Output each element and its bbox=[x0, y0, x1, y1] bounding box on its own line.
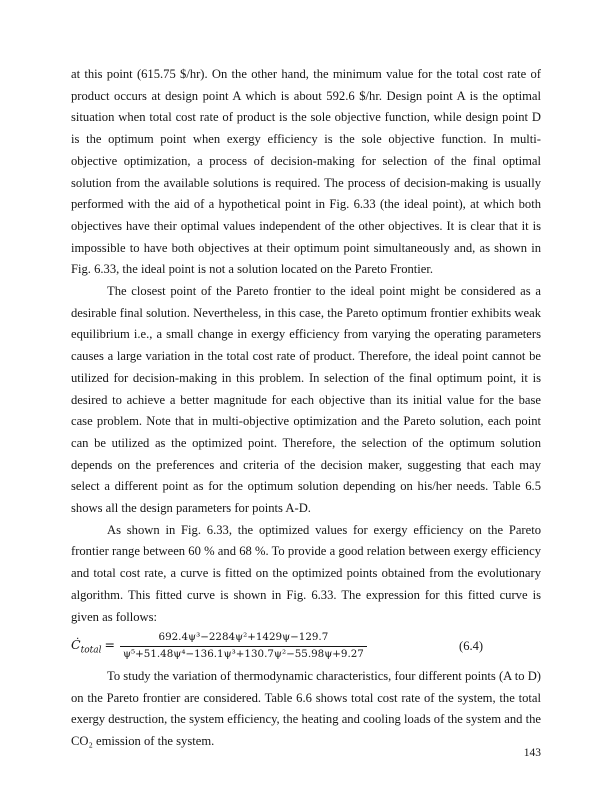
equation-denominator: ψ⁵+51.48ψ⁴−136.1ψ³+130.7ψ²−55.98ψ+9.27 bbox=[122, 647, 364, 660]
equation-lhs bbox=[71, 637, 115, 656]
equation-fraction bbox=[120, 631, 367, 661]
equation-lhs-subscript: total bbox=[80, 645, 102, 656]
equation-number: (6.4) bbox=[459, 638, 483, 653]
equation-6-4 bbox=[71, 631, 541, 661]
page-content bbox=[71, 64, 541, 753]
paragraph-continuation: at this point (615.75 $/hr). On the other hand, the minimum value for the total cost rate of product occurs at design point A which is about 592.6 $/hr. Design point A is the optimal situation when total cost rate of product is the sole objective function, while design point D is the optimum point when exergy efficiency is the sole objective function. In multi-objective optimization, a process of decision-making for selection of the final optimal solution from the available solutions is required. The process of decision-making is usually performed with the aid of a hypothetical point in Fig. 6.33 (the ideal point), at which both objectives have their optimal values independent of the other objectives. It is clear that it is impossible to have both objectives at their optimum point simultaneously and, as shown in Fig. 6.33, the ideal point is not a solution located on the Pareto Frontier. bbox=[71, 67, 541, 277]
paragraph-fitted-curve: As shown in Fig. 6.33, the optimized values for exergy efficiency on the Pareto frontier range between 60 % and 68 %. To provide a good relation between exergy efficiency and total cost rate, a curve is fitted on the optimized points obtained from the evolutionary algorithm. This fitted curve is shown in Fig. 6.33. The expression for this fitted curve is given as follows: bbox=[71, 522, 541, 624]
page-number: 143 bbox=[523, 747, 541, 759]
paragraph-thermodynamic-points: To study the variation of thermodynamic characteristics, four different points (A to D) on the Pareto frontier are considered. Table 6.6 shows total cost rate of the system, the total exergy destruction, the system efficiency, the heating and cooling loads of the system and the CO₂ emission of the system. bbox=[71, 669, 541, 749]
paragraph-closest-point: The closest point of the Pareto frontier to the ideal point might be considered as a desirable final solution. Nevertheless, in this case, the Pareto optimum frontier exhibits weak equilibrium i.e., a small change in exergy efficiency from varying the operating parameters causes a large variation in the total cost rate of product. Therefore, the ideal point cannot be utilized for decision-making in this problem. In selection of the final optimum point, it is desired to achieve a better magnitude for each objective than its initial value for the base case problem. Note that in multi-objective optimization and the Pareto solution, each point can be utilized as the optimized point. Therefore, the selection of the optimum solution depends on the preferences and criteria of the decision maker, suggesting that each may select a different point as for the optimum solution depending on his/her needs. Table 6.5 shows all the design parameters for points A-D. bbox=[71, 284, 541, 516]
c-dot-total-symbol: Ċ bbox=[71, 636, 81, 652]
equation-numerator: 692.4ψ³−2284ψ²+1429ψ−129.7 bbox=[120, 631, 367, 646]
equals-sign: = bbox=[104, 636, 115, 652]
